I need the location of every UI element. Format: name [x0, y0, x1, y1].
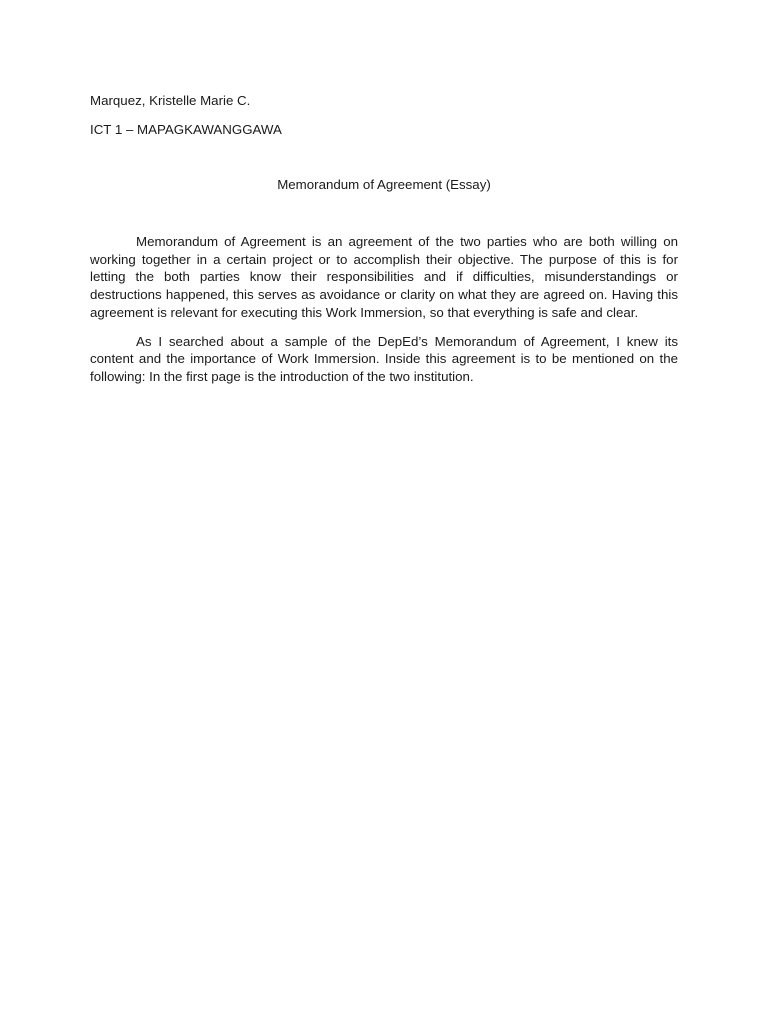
essay-body — [90, 233, 678, 397]
essay-title: Memorandum of Agreement (Essay) — [277, 177, 491, 192]
author-name: Marquez, Kristelle Marie C. — [90, 93, 251, 108]
essay-paragraph-1: Memorandum of Agreement is an agreement of the two parties who are both willing on working together in a certain project or to accomplish their objective. The purpose of this is for letting the both parties know their responsibilities and if difficulties, misunderstandings or destructions happened, this serves as avoidance or clarity on what they are agreed on. Having this agreement is relevant for executing this Work Immersion, so that everything is safe and clear. — [90, 234, 678, 320]
class-section: ICT 1 – MAPAGKAWANGGAWA — [90, 122, 282, 137]
essay-paragraph-2: As I searched about a sample of the DepEd’s Memorandum of Agreement, I knew its content and the importance of Work Immersion. Inside this agreement is to be mentioned on the following: In the first page is the introduction of the two institution. — [90, 333, 678, 384]
